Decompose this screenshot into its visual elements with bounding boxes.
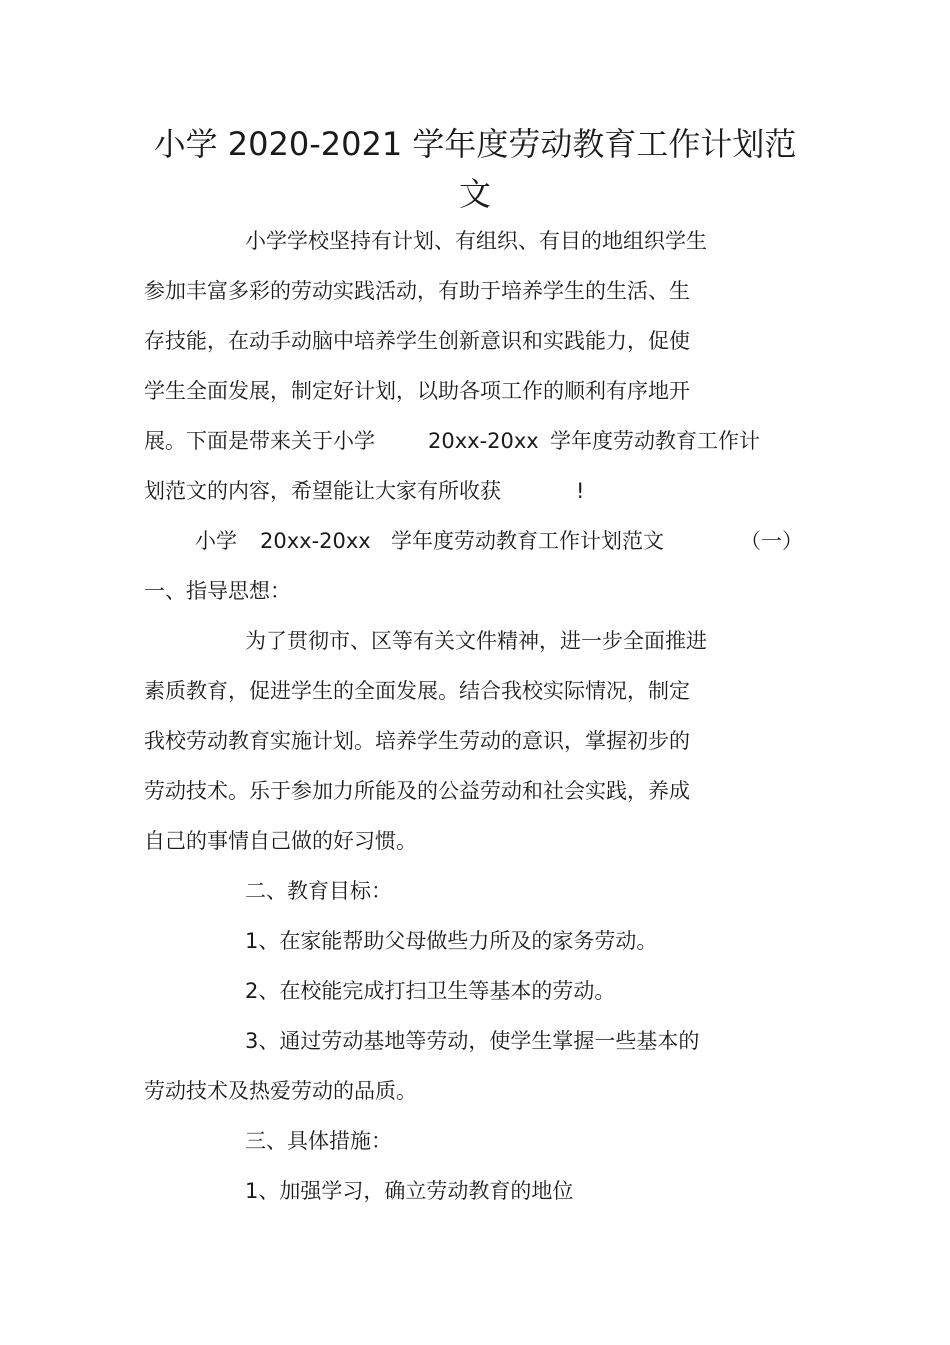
list-item: 1、在家能帮助父母做些力所及的家务劳动。 bbox=[245, 929, 658, 953]
line-text-segment: ! bbox=[576, 479, 585, 503]
line-text-segment: 小学 bbox=[195, 529, 237, 553]
paragraph-line: 参加丰富多彩的劳动实践活动，有助于培养学生的生活、生 bbox=[144, 279, 690, 303]
paragraph-line: 劳动技术。乐于参加力所能及的公益劳动和社会实践，养成 bbox=[144, 779, 690, 803]
list-item-continuation: 劳动技术及热爱劳动的品质。 bbox=[144, 1079, 417, 1103]
line-text-segment: 20xx-20xx bbox=[260, 529, 371, 553]
paragraph-line: 小学学校坚持有计划、有组织、有目的地组织学生 bbox=[245, 229, 707, 253]
list-item: 3、通过劳动基地等劳动，使学生掌握一些基本的 bbox=[245, 1029, 700, 1053]
section-heading: 一、指导思想： bbox=[144, 579, 291, 603]
list-item: 1、加强学习，确立劳动教育的地位 bbox=[245, 1179, 574, 1203]
line-text-segment: 展。下面是带来关于小学 bbox=[144, 429, 375, 453]
line-text-segment: 划范文的内容，希望能让大家有所收获 bbox=[144, 479, 501, 503]
paragraph-line: 我校劳动教育实施计划。培养学生劳动的意识，掌握初步的 bbox=[144, 729, 690, 753]
section-heading: 二、教育目标： bbox=[245, 879, 392, 903]
paragraph-line: 素质教育，促进学生的全面发展。结合我校实际情况，制定 bbox=[144, 679, 690, 703]
document-title-line-1: 小学 2020-2021 学年度劳动教育工作计划范 bbox=[153, 125, 797, 163]
line-text-segment: （一） bbox=[740, 529, 803, 553]
line-text-segment: 学年度劳动教育工作计划范文 bbox=[391, 529, 664, 553]
document-title-line-2: 文 bbox=[458, 175, 491, 213]
paragraph-line: 为了贯彻市、区等有关文件精神，进一步全面推进 bbox=[245, 629, 707, 653]
section-heading: 三、具体措施： bbox=[245, 1129, 392, 1153]
paragraph-line bbox=[144, 476, 604, 506]
paragraph-line: 学生全面发展，制定好计划，以助各项工作的顺利有序地开 bbox=[144, 379, 690, 403]
paragraph-line: 自己的事情自己做的好习惯。 bbox=[144, 829, 417, 853]
paragraph-line bbox=[144, 426, 804, 456]
section-heading bbox=[195, 526, 815, 556]
paragraph-line: 存技能，在动手动脑中培养学生创新意识和实践能力，促使 bbox=[144, 329, 690, 353]
line-text-segment: 20xx-20xx bbox=[428, 429, 539, 453]
line-text-segment: 学年度劳动教育工作计 bbox=[550, 429, 760, 453]
list-item: 2、在校能完成打扫卫生等基本的劳动。 bbox=[245, 979, 616, 1003]
